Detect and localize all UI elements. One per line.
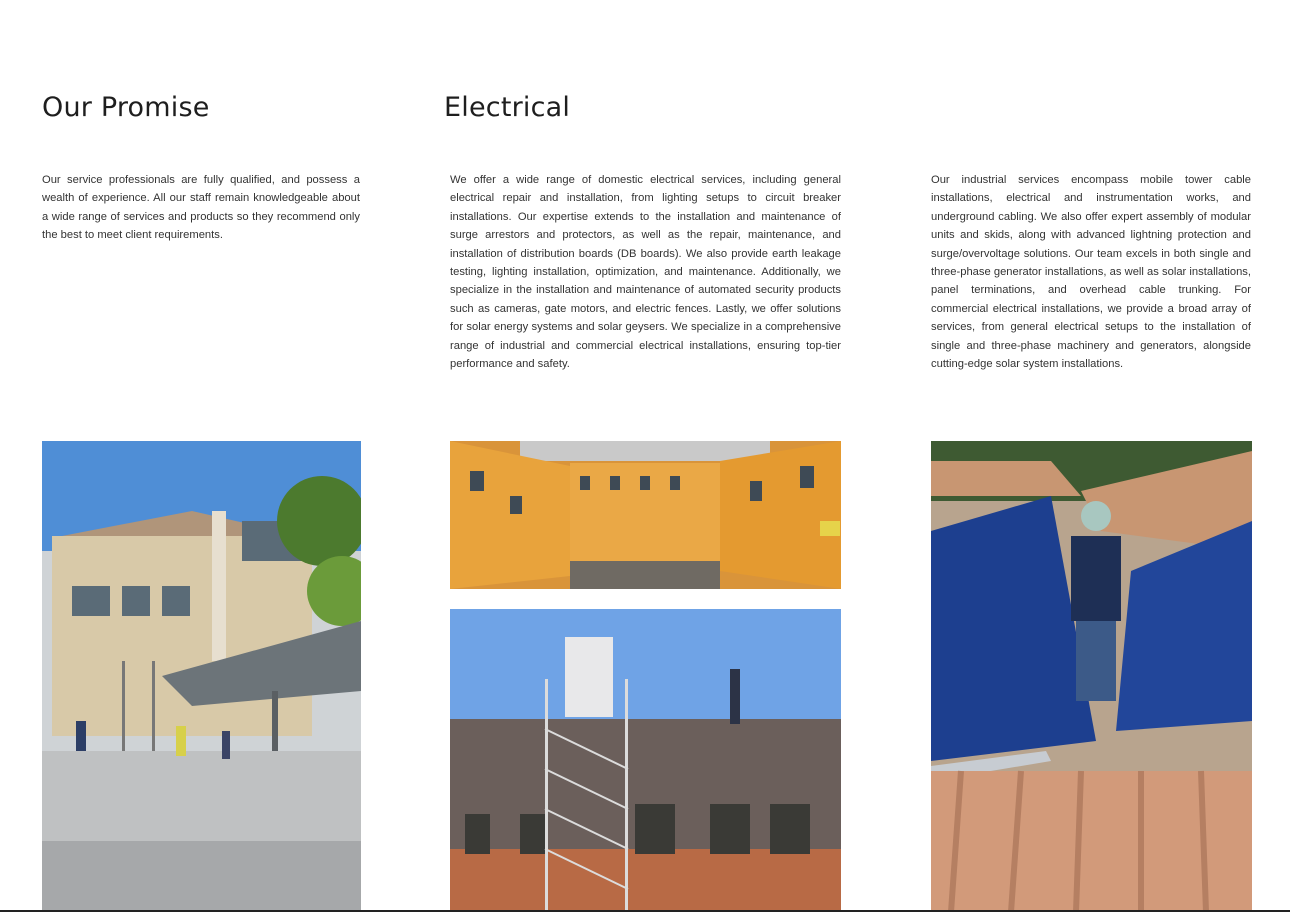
our-promise-paragraph: Our service professionals are fully qualified, and possess a wealth of experience. All our staff remain knowledgeable about a wide range of services and products so they recommend only the best to meet client requirements. <box>42 174 360 242</box>
switchgear-room-photo <box>450 441 841 589</box>
carport-installation-photo <box>42 441 361 912</box>
solar-panel-installation-photo <box>931 441 1252 912</box>
electrical-paragraph: We offer a wide range of domestic electrical services, including general electrical repair and installation, from lighting setups to circuit breaker installations. Our expertise extends to the installation and maintenance of surge arrestors and protectors, as well as the repair, maintenance, and installation of distribution boards (DB boards). We also provide earth leakage testing, lighting installation, optimization, and maintenance. Additionally, we specialize in the installation and maintenance of automated security products such as cameras, gate motors, and electric fences. Lastly, we offer solutions for solar energy systems and solar geysers. We specialize in a comprehensive range of industrial and commercial electrical installations, ensuring top-tier performance and safety. <box>450 174 841 371</box>
section-title-our-promise: Our Promise <box>42 92 210 123</box>
section-title-electrical: Electrical <box>444 92 571 123</box>
industrial-paragraph: Our industrial services encompass mobile tower cable installations, electrical and instrumentation works, and underground cabling. We also offer expert assembly of modular units and skids, along with advanced lightning protection and surge/overvoltage solutions. Our team excels in both single and three-phase generator installations, as well as solar installations, panel terminations, and overhead cable trunking. For commercial electrical installations, we provide a broad array of services, from general electrical setups to the installation of single and three-phase machinery and generators, alongside cutting-edge solar system installations. <box>931 174 1251 371</box>
scaffold-building-photo <box>450 609 841 912</box>
